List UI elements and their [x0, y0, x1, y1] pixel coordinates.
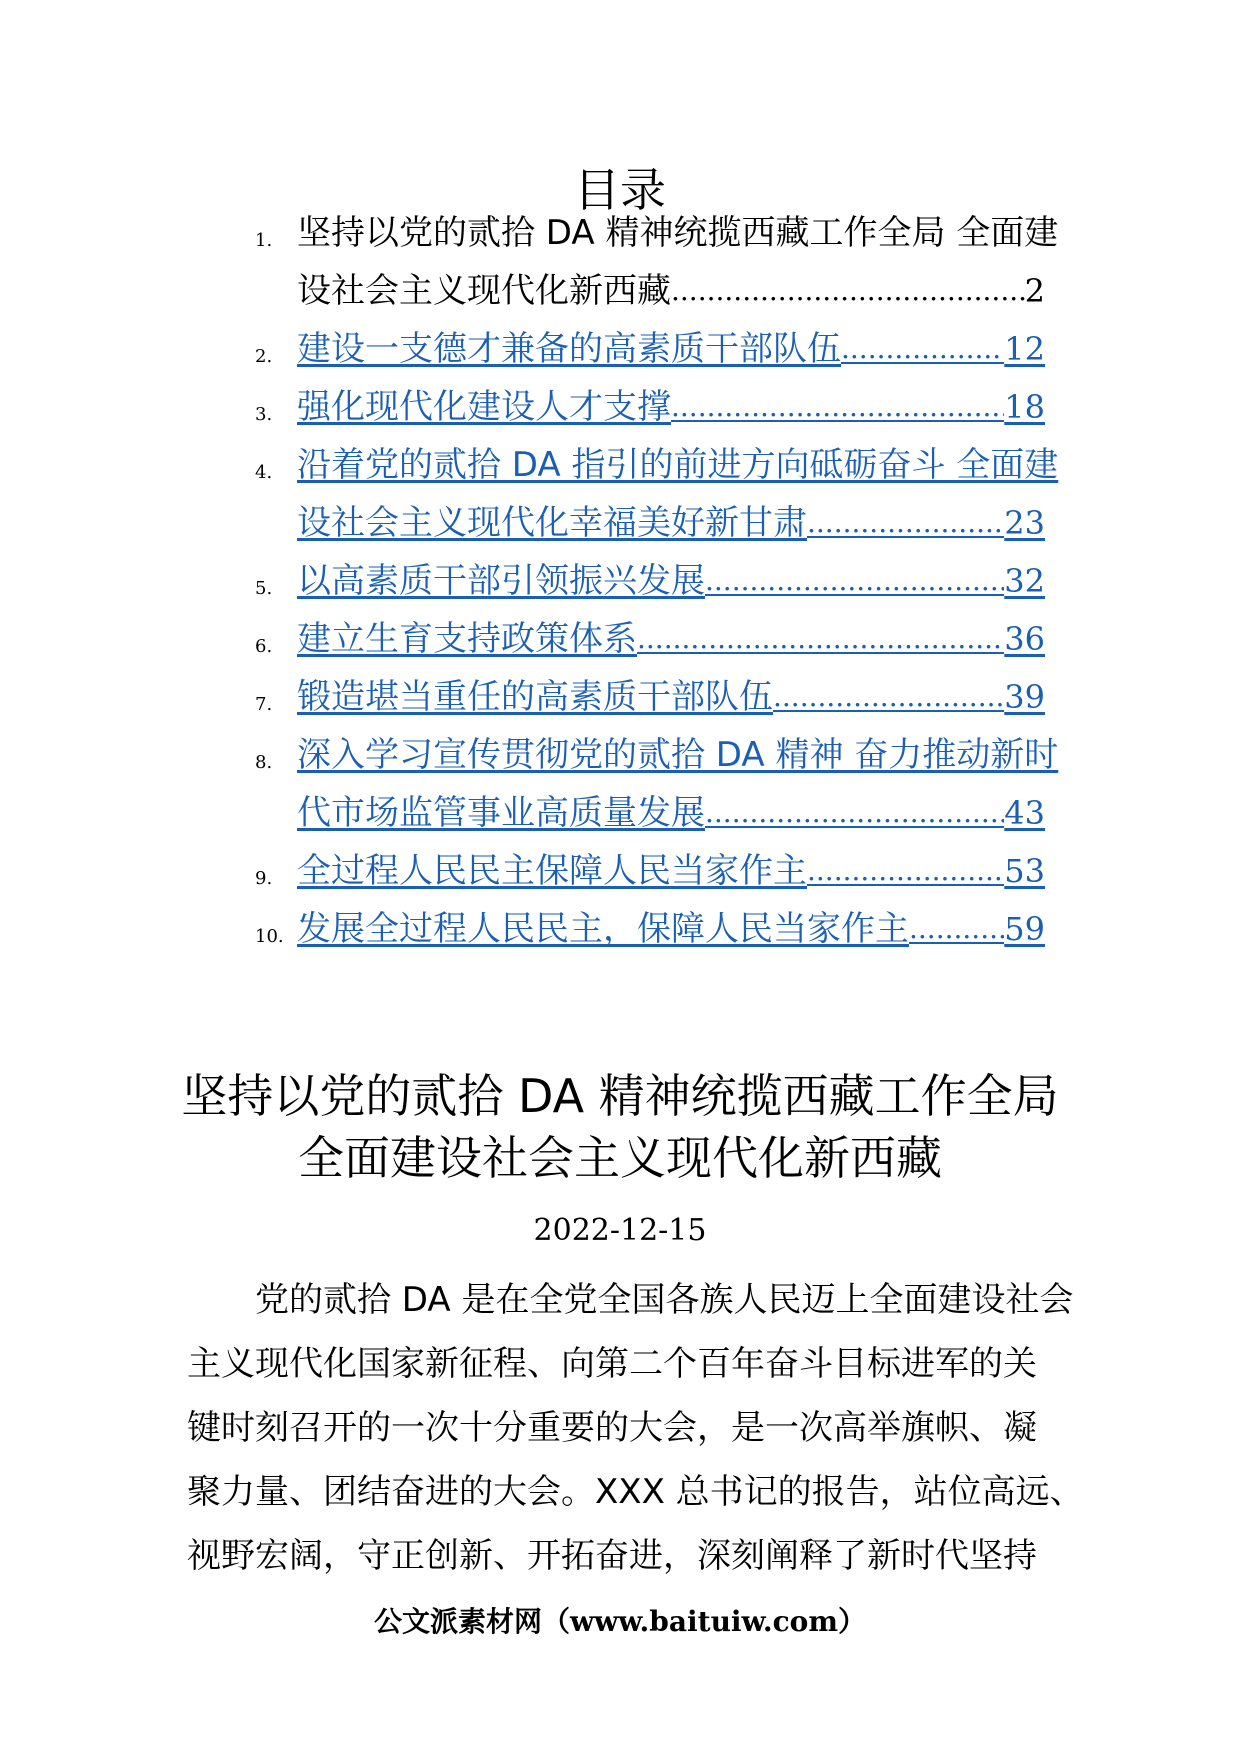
- toc-dot-leader: [705, 556, 1004, 606]
- toc-entry-link[interactable]: 深入学习宣传贯彻党的贰拾 DA 精神 奋力推动新时: [297, 735, 1059, 775]
- toc-entry-title-line: 代市场监管事业高质量发展: [297, 793, 705, 833]
- article-title-line: 全面建设社会主义现代化新西藏: [298, 1131, 942, 1185]
- paragraph-line: 键时刻召开的一次十分重要的大会，是一次高举旗帜、凝: [187, 1408, 1037, 1448]
- toc-title: 目录: [574, 163, 666, 217]
- paragraph-line: 聚力量、团结奋进的大会。XXX 总书记的报告，站位高远、: [187, 1472, 1084, 1512]
- toc-entry-number: 10.: [255, 926, 284, 947]
- toc-entry-title-line: 发展全过程人民民主，保障人民当家作主: [297, 909, 909, 949]
- toc-entry-title-line: 强化现代化建设人才支撑: [297, 387, 671, 427]
- toc-page-number: 59: [1004, 910, 1045, 948]
- footer-watermark: 公文派素材网（www.baituiw.com）: [374, 1605, 866, 1638]
- toc-dot-leader: [637, 614, 1004, 664]
- toc-page-number: 12: [1004, 330, 1045, 368]
- toc-entry-number: 2.: [255, 346, 273, 367]
- toc-entry-link[interactable]: [297, 498, 1045, 548]
- toc-entry-title-line: 坚持以党的贰拾 DA 精神统揽西藏工作全局 全面建: [297, 213, 1059, 253]
- toc-page-number: 53: [1004, 852, 1045, 890]
- toc-entry-title-line: 锻造堪当重任的高素质干部队伍: [297, 677, 773, 717]
- toc-entry-number: 7.: [255, 694, 273, 715]
- toc-dot-leader: [909, 904, 1004, 954]
- article-title-line: 坚持以党的贰拾 DA 精神统揽西藏工作全局: [181, 1069, 1059, 1123]
- paragraph-line: 党的贰拾 DA 是在全党全国各族人民迈上全面建设社会: [255, 1280, 1074, 1320]
- toc-page-number: 32: [1004, 562, 1045, 600]
- toc-entry-title-line: 设社会主义现代化幸福美好新甘肃: [297, 503, 807, 543]
- toc-entry-link[interactable]: [297, 788, 1045, 838]
- article-paragraph: [187, 1268, 1084, 1588]
- toc-page-number: 18: [1004, 388, 1045, 426]
- toc-entry-number: 6.: [255, 636, 273, 657]
- toc-entry-link[interactable]: 沿着党的贰拾 DA 指引的前进方向砥砺奋斗 全面建: [297, 445, 1059, 485]
- toc-entry-link[interactable]: [297, 614, 1045, 664]
- toc-dot-leader: [671, 382, 1004, 432]
- toc-entry-link[interactable]: [297, 672, 1045, 722]
- toc-page-number: 2: [1024, 272, 1045, 310]
- toc-page-number: 23: [1004, 504, 1045, 542]
- toc-page-number: 39: [1004, 678, 1045, 716]
- toc-dot-leader: [773, 672, 1004, 722]
- toc-page-number: 43: [1004, 794, 1045, 832]
- toc-entry-number: 4.: [255, 462, 273, 483]
- toc-dot-leader: [807, 846, 1004, 896]
- toc-entry-title-line: 设社会主义现代化新西藏: [297, 271, 671, 311]
- article-title: [170, 1065, 1070, 1189]
- toc-dot-leader: [841, 324, 1004, 374]
- toc-dot-leader: [807, 498, 1004, 548]
- toc-entry-number: 9.: [255, 868, 273, 889]
- toc-entry-number: 8.: [255, 752, 273, 773]
- article-date: 2022-12-15: [533, 1213, 707, 1248]
- toc-entry-link[interactable]: [297, 556, 1045, 606]
- toc-dot-leader: [705, 788, 1004, 838]
- toc-entry-number: 1.: [255, 230, 273, 251]
- toc-entry-link[interactable]: [297, 324, 1045, 374]
- toc-entry-link[interactable]: [297, 904, 1045, 954]
- toc-entry-number: 5.: [255, 578, 273, 599]
- toc-page-number: 36: [1004, 620, 1045, 658]
- paragraph-line: 主义现代化国家新征程、向第二个百年奋斗目标进军的关: [187, 1344, 1037, 1384]
- toc-dot-leader: [671, 266, 1025, 316]
- toc-entry-title-line: 以高素质干部引领振兴发展: [297, 561, 705, 601]
- toc-entry-leader-line: [297, 266, 1045, 316]
- toc-entry-title-line: 全过程人民民主保障人民当家作主: [297, 851, 807, 891]
- toc-entry-link[interactable]: [297, 382, 1045, 432]
- toc-entry-number: 3.: [255, 404, 273, 425]
- paragraph-line: 视野宏阔，守正创新、开拓奋进，深刻阐释了新时代坚持: [187, 1536, 1037, 1576]
- toc-entry-title-line: 建立生育支持政策体系: [297, 619, 637, 659]
- toc-entry-title-line: 建设一支德才兼备的高素质干部队伍: [297, 329, 841, 369]
- toc-entry-link[interactable]: [297, 846, 1045, 896]
